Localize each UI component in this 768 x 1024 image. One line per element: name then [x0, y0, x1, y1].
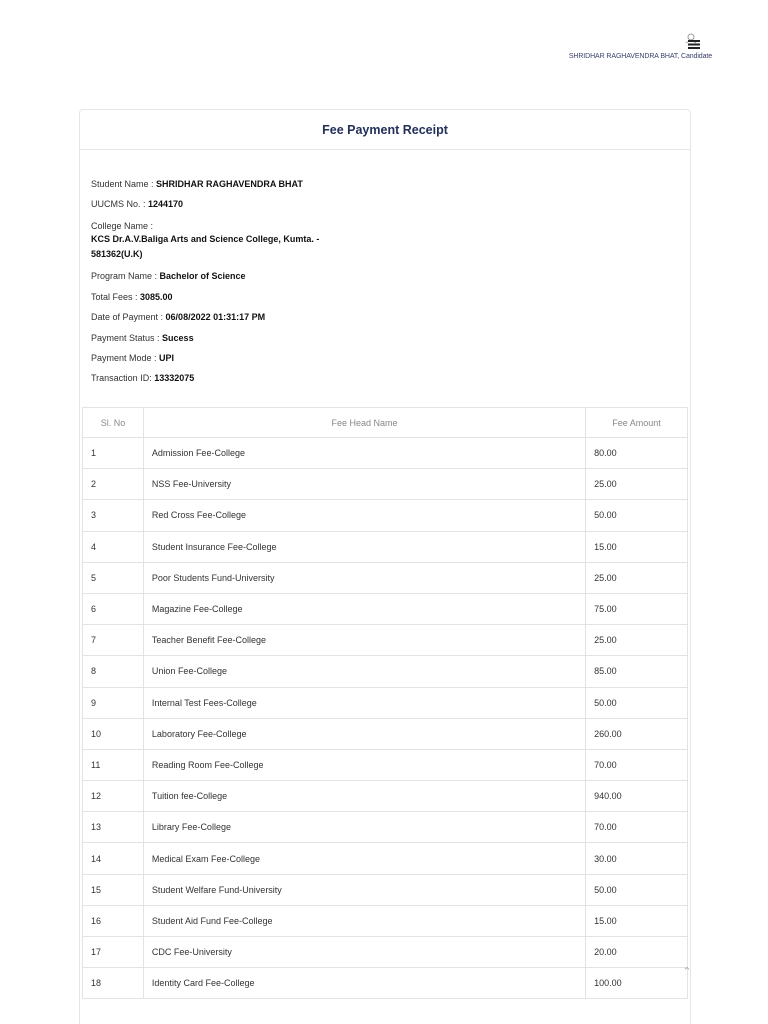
row-sl-no: 14: [83, 843, 144, 874]
header-sl-no: Sl. No: [83, 408, 144, 438]
row-fee-head: Medical Exam Fee-College: [143, 843, 585, 874]
uucms-value: 1244170: [148, 199, 184, 209]
row-fee-head: Student Aid Fund Fee-College: [143, 905, 585, 936]
mode-value: UPI: [159, 353, 175, 363]
row-sl-no: 7: [83, 625, 144, 656]
row-fee-amount: 75.00: [586, 593, 688, 624]
row-fee-amount: 25.00: [586, 562, 688, 593]
row-fee-head: Internal Test Fees-College: [143, 687, 585, 718]
table-row: [83, 438, 688, 469]
row-fee-head: Tuition fee-College: [143, 781, 585, 812]
row-fee-amount: 30.00: [586, 843, 688, 874]
status-row: Payment Status : Sucess: [91, 333, 194, 343]
fee-table: [82, 407, 688, 999]
table-row: [83, 968, 688, 999]
row-fee-head: Admission Fee-College: [143, 438, 585, 469]
row-sl-no: 8: [83, 656, 144, 687]
row-fee-head: Magazine Fee-College: [143, 593, 585, 624]
table-row: [83, 656, 688, 687]
row-fee-head: Identity Card Fee-College: [143, 968, 585, 999]
college-label: College Name :: [91, 221, 154, 231]
table-row: [83, 781, 688, 812]
row-sl-no: 11: [83, 749, 144, 780]
row-fee-amount: 80.00: [586, 438, 688, 469]
receipt-card: [79, 109, 691, 1024]
row-fee-amount: 15.00: [586, 531, 688, 562]
row-fee-head: NSS Fee-University: [143, 469, 585, 500]
student-name-row: Student Name : SHRIDHAR RAGHAVENDRA BHAT: [91, 179, 303, 189]
row-sl-no: 12: [83, 781, 144, 812]
table-row: [83, 625, 688, 656]
row-fee-head: Student Welfare Fund-University: [143, 874, 585, 905]
row-sl-no: 6: [83, 593, 144, 624]
row-sl-no: 16: [83, 905, 144, 936]
row-sl-no: 9: [83, 687, 144, 718]
table-row: [83, 749, 688, 780]
user-menu-icon[interactable]: [684, 31, 704, 51]
row-fee-head: Red Cross Fee-College: [143, 500, 585, 531]
program-row: Program Name : Bachelor of Science: [91, 271, 246, 281]
row-sl-no: 10: [83, 718, 144, 749]
row-fee-head: Teacher Benefit Fee-College: [143, 625, 585, 656]
transaction-value: 13332075: [154, 373, 195, 383]
row-sl-no: 17: [83, 937, 144, 968]
row-fee-amount: 50.00: [586, 687, 688, 718]
row-fee-amount: 25.00: [586, 625, 688, 656]
row-sl-no: 3: [83, 500, 144, 531]
row-fee-amount: 85.00: [586, 656, 688, 687]
row-fee-amount: 15.00: [586, 905, 688, 936]
table-row: [83, 905, 688, 936]
row-fee-amount: 20.00: [586, 937, 688, 968]
row-sl-no: 18: [83, 968, 144, 999]
row-sl-no: 2: [83, 469, 144, 500]
row-sl-no: 13: [83, 812, 144, 843]
mode-row: Payment Mode : UPI: [91, 353, 175, 363]
header-fee-head: Fee Head Name: [143, 408, 585, 438]
row-fee-amount: 50.00: [586, 874, 688, 905]
college-value-line2: 581362(U.K): [91, 249, 143, 259]
row-fee-head: Reading Room Fee-College: [143, 749, 585, 780]
top-bar: [0, 0, 768, 70]
row-fee-amount: 70.00: [586, 812, 688, 843]
table-row: [83, 874, 688, 905]
program-value: Bachelor of Science: [159, 271, 246, 281]
total-fees-row: Total Fees : 3085.00: [91, 292, 173, 302]
row-sl-no: 5: [83, 562, 144, 593]
table-row: [83, 562, 688, 593]
row-fee-head: Poor Students Fund-University: [143, 562, 585, 593]
table-row: [83, 500, 688, 531]
row-fee-head: Union Fee-College: [143, 656, 585, 687]
row-sl-no: 1: [83, 438, 144, 469]
row-fee-amount: 50.00: [586, 500, 688, 531]
table-row: [83, 843, 688, 874]
transaction-row: Transaction ID: 13332075: [91, 373, 195, 383]
row-fee-amount: 100.00: [586, 968, 688, 999]
fee-table-header: [83, 408, 688, 438]
receipt-title: Fee Payment Receipt: [322, 122, 448, 137]
chevron-up-icon[interactable]: ⌃: [682, 966, 692, 978]
header-fee-amount: Fee Amount: [586, 408, 688, 438]
row-fee-head: CDC Fee-University: [143, 937, 585, 968]
uucms-row: UUCMS No. : 1244170: [91, 199, 184, 209]
user-name-label[interactable]: SHRIDHAR RAGHAVENDRA BHAT, Candidate: [568, 53, 712, 60]
table-row: [83, 469, 688, 500]
row-sl-no: 4: [83, 531, 144, 562]
table-row: [83, 812, 688, 843]
student-name-value: SHRIDHAR RAGHAVENDRA BHAT: [156, 179, 303, 189]
date-row: Date of Payment : 06/08/2022 01:31:17 PM: [91, 312, 266, 322]
row-fee-head: Library Fee-College: [143, 812, 585, 843]
row-sl-no: 15: [83, 874, 144, 905]
row-fee-head: Student Insurance Fee-College: [143, 531, 585, 562]
row-fee-amount: 260.00: [586, 718, 688, 749]
college-value-line1: KCS Dr.A.V.Baliga Arts and Science College, Kumta. -: [91, 234, 320, 244]
table-row: [83, 718, 688, 749]
table-row: [83, 687, 688, 718]
row-fee-amount: 70.00: [586, 749, 688, 780]
status-value: Sucess: [162, 333, 194, 343]
row-fee-head: Laboratory Fee-College: [143, 718, 585, 749]
receipt-header: [80, 110, 690, 150]
date-value: 06/08/2022 01:31:17 PM: [165, 312, 266, 322]
table-row: [83, 593, 688, 624]
total-fees-value: 3085.00: [140, 292, 173, 302]
row-fee-amount: 940.00: [586, 781, 688, 812]
table-row: [83, 531, 688, 562]
table-row: [83, 937, 688, 968]
row-fee-amount: 25.00: [586, 469, 688, 500]
